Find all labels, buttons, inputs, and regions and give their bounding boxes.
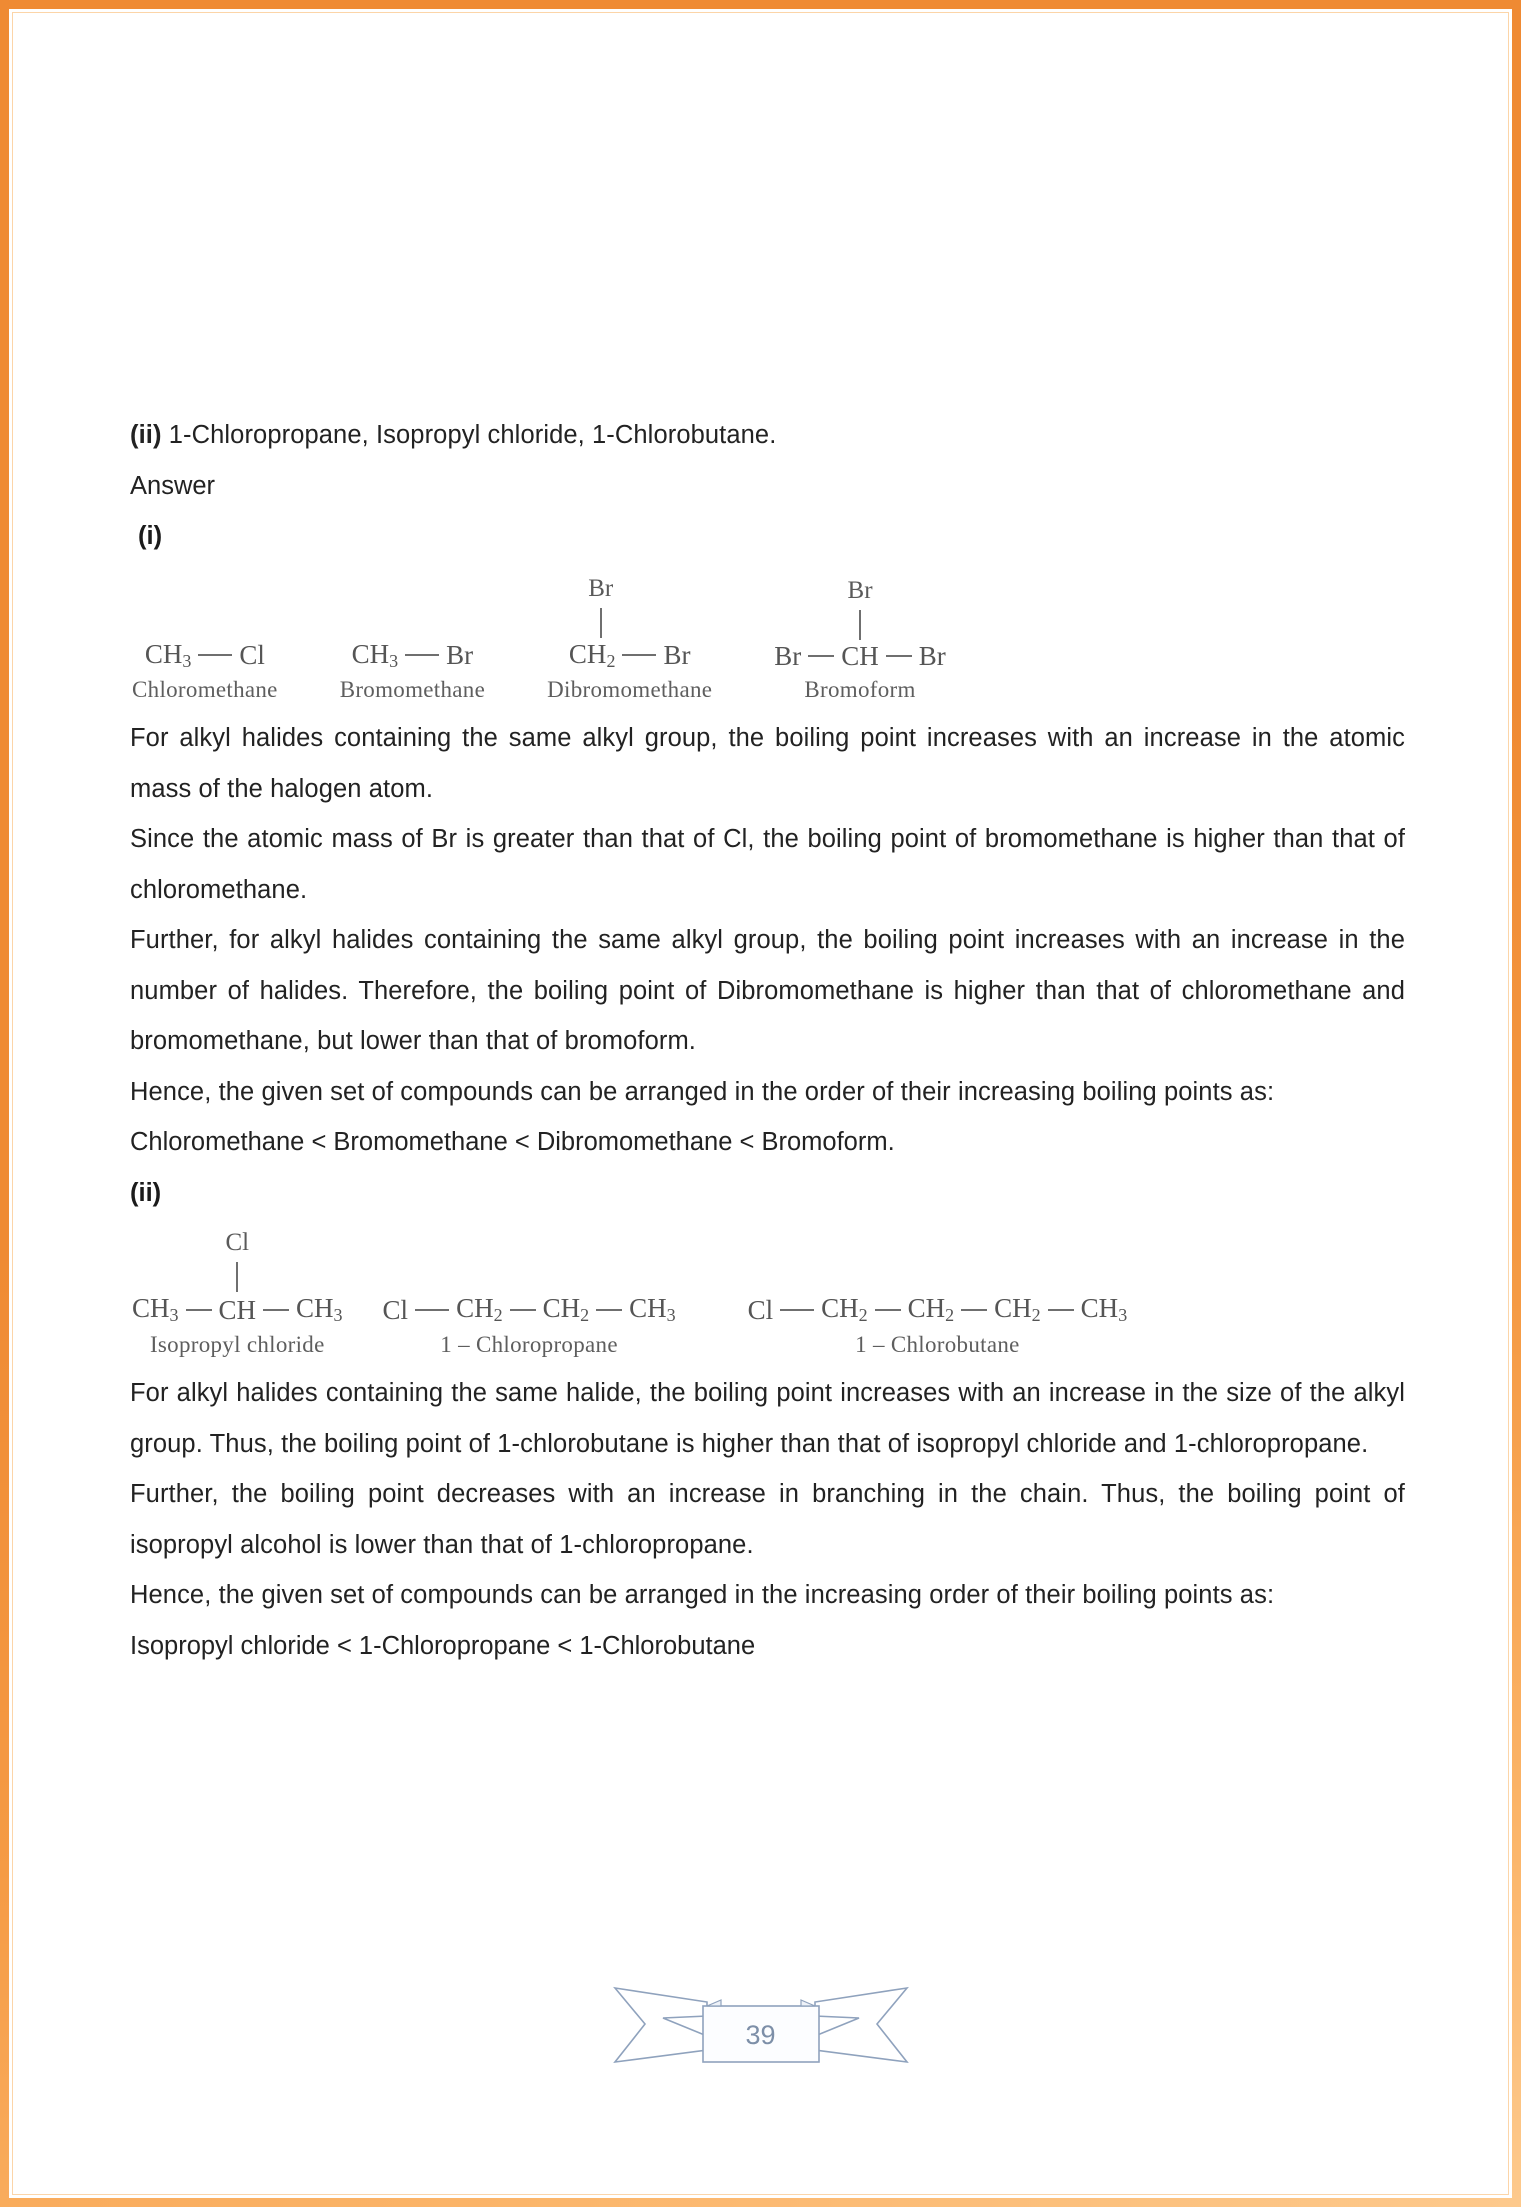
part-one-marker: (i) xyxy=(138,522,163,550)
branch-atom-br: Br xyxy=(847,577,873,605)
ribbon-fold-left xyxy=(707,2000,721,2006)
atom-br: Br xyxy=(446,639,474,670)
atom-ch3: $CH_3$ xyxy=(351,638,399,671)
page-number-ribbon xyxy=(611,1962,911,2082)
atom-cl: Cl xyxy=(239,639,265,670)
atom-cl: Cl xyxy=(382,1294,409,1325)
paragraph: Hence, the given set of compounds can be arranged in the order of their increasing boiling points as: xyxy=(130,1077,1275,1106)
boiling-point-order-two: Isopropyl chloride < 1-Chloropropane < 1-Chlorobutane xyxy=(130,1631,756,1660)
atom-ch: CH xyxy=(841,641,879,672)
question-prompt-ii xyxy=(130,410,1405,461)
chain xyxy=(748,1294,1128,1325)
atom-ch2-1: $CH_2$ xyxy=(821,1293,868,1326)
question-marker-ii: (ii) xyxy=(130,421,162,449)
bond-single xyxy=(405,654,439,656)
chain xyxy=(145,640,265,671)
paragraph: Further, for alkyl halides containing the same alkyl group, the boiling point increases with an increase in the number of halides. Therefore, the boiling point of Dibromomethane is higher than that of chloromethane and bromomethane, but lower than that of bromoform. xyxy=(130,926,1405,1056)
document-sheet xyxy=(14,14,1507,2193)
structure-dibromomethane xyxy=(547,576,712,704)
figure-chloroalkane-structures xyxy=(130,1230,1405,1358)
bond-single xyxy=(596,1309,622,1311)
structure-name: 1 – Chloropropane xyxy=(440,1332,618,1358)
paragraph: For alkyl halides containing the same halide, the boiling point increases with an increase in the size of the alkyl group. Thus, the boiling point of 1-chlorobutane is higher than that of isopropyl chloride and 1-chloropropane. xyxy=(130,1379,1405,1458)
atom-ch3-right: $CH_3$ xyxy=(296,1293,343,1326)
atom-ch2-2: $CH_2$ xyxy=(542,1293,590,1326)
bond-single xyxy=(961,1309,987,1311)
bond-single xyxy=(780,1309,814,1311)
branch-bond xyxy=(859,610,861,640)
bond-single xyxy=(886,655,912,657)
branch-group xyxy=(848,578,873,642)
atom-ch: CH xyxy=(218,1294,257,1325)
structure-name: Bromoform xyxy=(804,677,916,703)
structure-1-chloropropane xyxy=(383,1230,676,1358)
bond-single xyxy=(1048,1309,1074,1311)
atom-ch2-2: $CH_2$ xyxy=(907,1293,955,1326)
chain xyxy=(132,1294,343,1325)
paragraph: Further, the boiling point decreases with an increase in branching in the chain. Thus, the boiling point of isopropyl alcohol is lower than that of 1-chloropropane. xyxy=(130,1480,1405,1559)
atom-br-left: Br xyxy=(774,641,802,672)
document-content xyxy=(130,410,1405,1671)
structure-1-chlorobutane xyxy=(748,1230,1128,1358)
chain xyxy=(774,642,946,670)
chain xyxy=(569,640,691,671)
branch-bond xyxy=(600,608,602,638)
chain xyxy=(352,640,474,671)
bond-single xyxy=(808,655,834,657)
bond-single xyxy=(186,1309,212,1311)
structure-name: Isopropyl chloride xyxy=(149,1332,325,1358)
figure-alkyl-halide-structures xyxy=(116,576,1405,704)
paragraph: For alkyl halides containing the same alkyl group, the boiling point increases with an increase in the atomic mass of the halogen atom. xyxy=(130,724,1405,803)
atom-cl: Cl xyxy=(747,1294,774,1325)
chain xyxy=(383,1294,676,1325)
question-text-ii: 1-Chloropropane, Isopropyl chloride, 1-Chlorobutane. xyxy=(161,421,777,449)
structure-name: 1 – Chlorobutane xyxy=(855,1332,1020,1358)
paragraph: Hence, the given set of compounds can be arranged in the increasing order of their boiling points as: xyxy=(130,1581,1275,1610)
structure-bromomethane xyxy=(340,576,485,704)
bond-single xyxy=(415,1309,449,1311)
atom-br: Br xyxy=(663,639,691,670)
atom-br-right: Br xyxy=(918,641,946,672)
ribbon-fold-right xyxy=(801,2000,815,2006)
bond-single xyxy=(622,654,656,656)
bond-single xyxy=(875,1309,901,1311)
structure-name: Chloromethane xyxy=(132,677,278,703)
atom-ch3: $CH_3$ xyxy=(629,1293,676,1326)
atom-ch2-1: $CH_2$ xyxy=(456,1293,503,1326)
structure-name: Bromomethane xyxy=(339,677,486,703)
bond-single xyxy=(263,1309,289,1311)
boiling-point-order-one: Chloromethane < Bromomethane < Dibromomethane < Bromoform. xyxy=(130,1128,895,1157)
bond-single xyxy=(510,1309,536,1311)
structure-bromoform xyxy=(774,578,946,703)
watermark-strip xyxy=(14,2089,1507,2159)
structure-name: Dibromomethane xyxy=(547,677,713,703)
branch-group xyxy=(225,1230,249,1294)
atom-ch2-3: $CH_2$ xyxy=(994,1293,1041,1326)
branch-bond xyxy=(236,1262,238,1292)
atom-ch3: $CH_3$ xyxy=(144,638,192,671)
atom-ch2: $CH_2$ xyxy=(568,638,616,671)
atom-ch3-left: $CH_3$ xyxy=(132,1293,179,1326)
paragraph: Since the atomic mass of Br is greater than that of Cl, the boiling point of bromomethane is higher than that of chloromethane. xyxy=(130,825,1405,904)
atom-ch3: $CH_3$ xyxy=(1080,1293,1128,1326)
page-number: 39 xyxy=(745,2020,776,2050)
branch-atom-cl: Cl xyxy=(225,1229,250,1257)
part-two-marker: (ii) xyxy=(130,1178,162,1207)
branch-atom-br: Br xyxy=(588,574,614,602)
answer-label: Answer xyxy=(130,471,216,500)
structure-chloromethane xyxy=(132,576,278,704)
structure-isopropyl-chloride xyxy=(132,1230,343,1358)
bond-single xyxy=(198,654,232,656)
branch-group xyxy=(588,576,613,640)
